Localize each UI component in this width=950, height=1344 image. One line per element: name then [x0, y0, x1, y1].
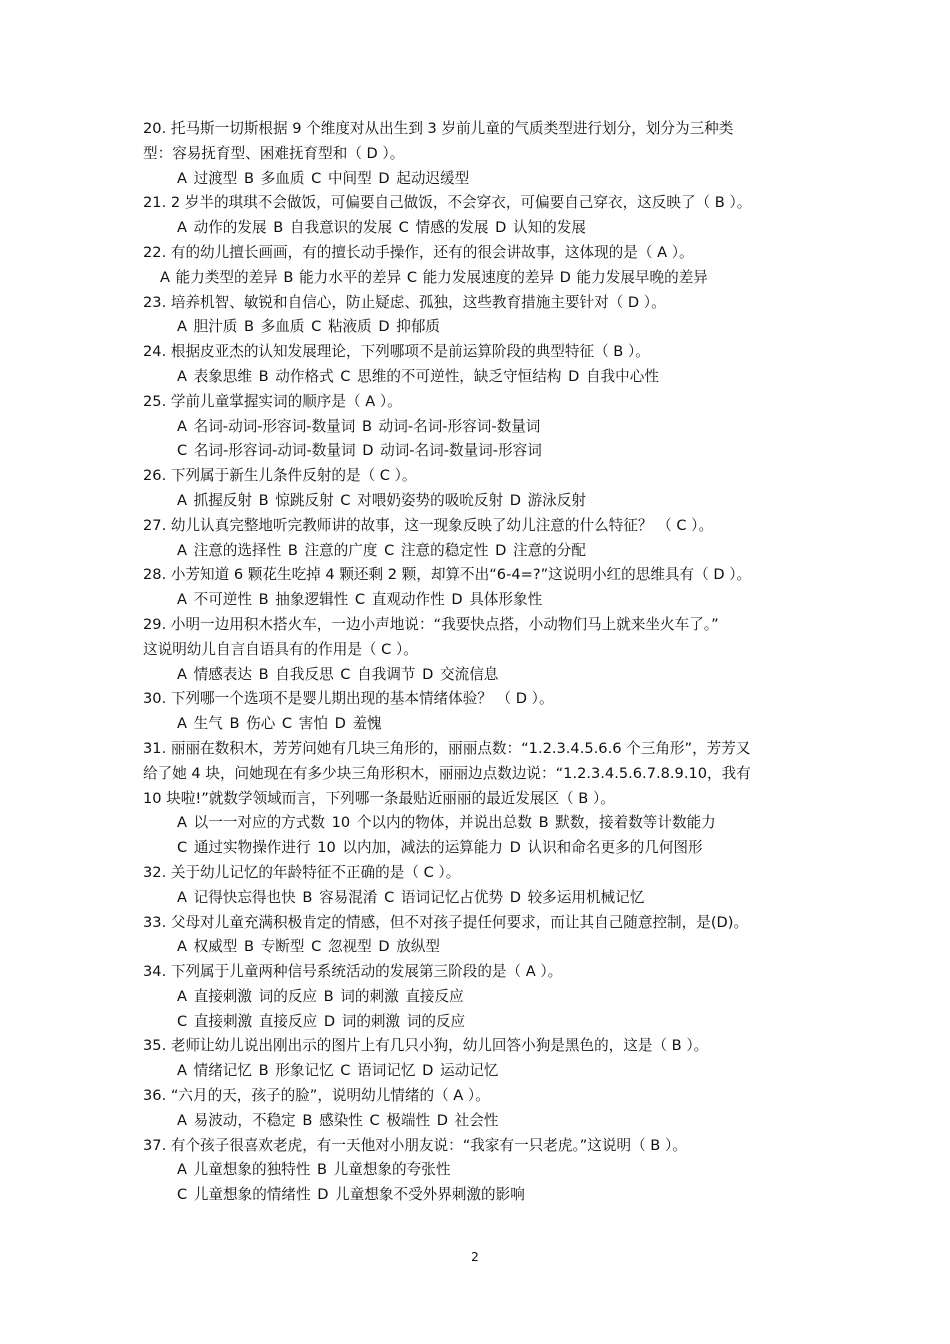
- options-line: A 动作的发展 B 自我意识的发展 C 情感的发展 D 认知的发展: [177, 219, 586, 237]
- question-line: 20. 托马斯一切斯根据 9 个维度对从出生到 3 岁前儿童的气质类型进行划分，划分为三种类: [143, 120, 734, 137]
- question-line: 34. 下列属于儿童两种信号系统活动的发展第三阶段的是（ A ）。: [143, 963, 563, 981]
- question-line: 29. 小明一边用积木搭火车，一边小声地说：“我要快点搭，小动物们马上就来坐火车了。”: [143, 615, 719, 633]
- options-line: A 情绪记忆 B 形象记忆 C 语词记忆 D 运动记忆: [177, 1062, 499, 1080]
- question-continuation: 型：容易抚育型、困难抚育型和（ D ）。: [143, 144, 405, 162]
- question-continuation: 这说明幼儿自言自语具有的作用是（ C ）。: [143, 640, 418, 658]
- question-line: 31. 丽丽在数积木，芳芳问她有几块三角形的，丽丽点数：“1.2.3.4.5.6.6 个三角形”，芳芳又: [143, 739, 751, 757]
- question-line: 22. 有的幼儿擅长画画，有的擅长动手操作，还有的很会讲故事，这体现的是（ A ）。: [143, 243, 694, 261]
- options-line: C 直接刺激 直接反应 D 词的刺激 词的反应: [177, 1012, 466, 1030]
- options-line: A 情感表达 B 自我反思 C 自我调节 D 交流信息: [177, 665, 499, 683]
- question-line: 24. 根据皮亚杰的认知发展理论，下列哪项不是前运算阶段的典型特征（ B ）。: [143, 343, 650, 361]
- options-line: A 权威型 B 专断型 C 忽视型 D 放纵型: [177, 938, 441, 956]
- options-line: A 生气 B 伤心 C 害怕 D 羞愧: [177, 715, 382, 733]
- options-line: A 抓握反射 B 惊跳反射 C 对喂奶姿势的吸吮反射 D 游泳反射: [177, 491, 586, 509]
- options-line: C 通过实物操作进行 10 以内加，减法的运算能力 D 认识和命名更多的几何图形: [177, 839, 703, 857]
- question-line: 28. 小芳知道 6 颗花生吃掉 4 颗还剩 2 颗，却算不出“6-4=?”这说明小红的思维具有（ D ）。: [143, 566, 752, 584]
- options-line: C 名词-形容词-动词-数量词 D 动词-名词-数量词-形容词: [177, 442, 542, 460]
- question-list: [143, 117, 815, 1208]
- options-line: A 能力类型的差异 B 能力水平的差异 C 能力发展速度的差异 D 能力发展早晚的差异: [160, 268, 708, 286]
- options-line: A 胆汁质 B 多血质 C 粘液质 D 抑郁质: [177, 318, 441, 336]
- options-line: A 以一一对应的方式数 10 个以内的物体，并说出总数 B 默数，接着数等计数能力: [177, 814, 716, 832]
- question-continuation: 给了她 4 块，问她现在有多少块三角形积木，丽丽边点数边说：“1.2.3.4.5.6.7.8.9.10，我有: [143, 764, 751, 782]
- question-line: 33. 父母对儿童充满积极肯定的情感，但不对孩子提任何要求，而让其自己随意控制，是(D)。: [143, 913, 749, 931]
- options-line: A 名词-动词-形容词-数量词 B 动词-名词-形容词-数量词: [177, 417, 541, 435]
- question-line: 26. 下列属于新生儿条件反射的是（ C ）。: [143, 467, 417, 485]
- question-line: 27. 幼儿认真完整地听完教师讲的故事，这一现象反映了幼儿注意的什么特征？ （ C ）。: [143, 516, 714, 534]
- page-number: 2: [471, 1250, 479, 1264]
- question-line: 36. “六月的天，孩子的脸”，说明幼儿情绪的（ A ）。: [143, 1087, 490, 1105]
- options-line: A 直接刺激 词的反应 B 词的刺激 直接反应: [177, 987, 464, 1005]
- question-line: 23. 培养机智、敏锐和自信心，防止疑虑、孤独，这些教育措施主要针对（ D ）。: [143, 293, 666, 311]
- question-line: 32. 关于幼儿记忆的年龄特征不正确的是（ C ）。: [143, 863, 461, 881]
- question-line: 25. 学前儿童掌握实词的顺序是（ A ）。: [143, 392, 402, 410]
- options-line: A 记得快忘得也快 B 容易混淆 C 语词记忆占优势 D 较多运用机械记忆: [177, 888, 645, 906]
- options-line: A 儿童想象的独特性 B 儿童想象的夸张性: [177, 1161, 451, 1179]
- question-line: 30. 下列哪一个选项不是婴儿期出现的基本情绪体验？ （ D ）。: [143, 690, 554, 708]
- options-line: A 注意的选择性 B 注意的广度 C 注意的稳定性 D 注意的分配: [177, 541, 586, 559]
- question-line: 21. 2 岁半的琪琪不会做饭，可偏要自己做饭，不会穿衣，可偏要自己穿衣，这反映了（ B ）。: [143, 194, 752, 212]
- question-line: 37. 有个孩子很喜欢老虎，有一天他对小朋友说：“我家有一只老虎。”这说明（ B ）。: [143, 1136, 687, 1154]
- question-continuation: 10 块啦!”就数学领域而言，下列哪一条最贴近丽丽的最近发展区（ B ）。: [143, 789, 615, 807]
- question-line: 35. 老师让幼儿说出刚出示的图片上有几只小狗，幼儿回答小狗是黑色的，这是（ B ）。: [143, 1037, 709, 1055]
- options-line: A 表象思维 B 动作格式 C 思维的不可逆性，缺乏守恒结构 D 自我中心性: [177, 367, 659, 385]
- options-line: C 儿童想象的情绪性 D 儿童想象不受外界刺激的影响: [177, 1186, 525, 1204]
- options-line: A 易波动，不稳定 B 感染性 C 极端性 D 社会性: [177, 1111, 499, 1129]
- options-line: A 过渡型 B 多血质 C 中间型 D 起动迟缓型: [177, 169, 470, 187]
- options-line: A 不可逆性 B 抽象逻辑性 C 直观动作性 D 具体形象性: [177, 591, 543, 609]
